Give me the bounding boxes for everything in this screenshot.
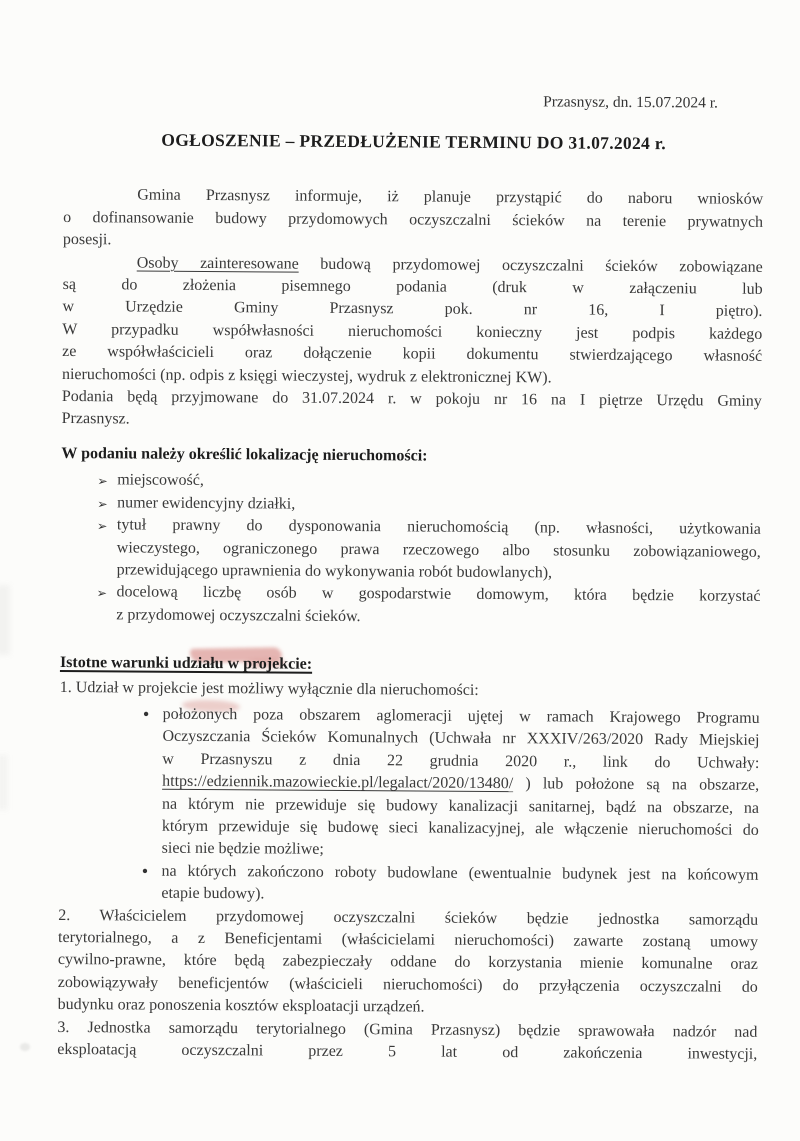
scan-edge-smudge (20, 1043, 30, 1051)
text-line: Podania będą przyjmowane do 31.07.2024 r. w pokoju nr 16 na I piętrze Urzędu Gminy (61, 388, 762, 410)
text-line: o dofinansowanie budowy przydomowych oczyszczalni ścieków na terenie prywatnych (63, 208, 764, 231)
scan-edge-smudge (0, 585, 10, 655)
text-line: 2. Właścicielem przydomowej oczyszczalni ścieków będzie jednostka samorządu (58, 906, 759, 929)
arrow-bullet-icon: ➢ (96, 518, 108, 534)
text-line: w Przasnyszu z dnia 22 grudnia 2020 r., link do Uchwały: (162, 750, 760, 772)
text-line: przewidującego uprawnienia do wykonywania robót budowlanych), (116, 561, 553, 582)
document-content (57, 88, 764, 1066)
text-line: 3. Jednostka samorządu terytorialnego (Gmina Przasnysz) będzie sprawowała nadzór nad (57, 1018, 758, 1041)
conditions-section (57, 652, 760, 1066)
text-line: w Urzędzie Gminy Przasnysz pok. nr 16, I piętro). (62, 298, 763, 321)
arrow-bullet-icon: ➢ (97, 495, 108, 512)
list-item (60, 581, 760, 631)
list-item (58, 860, 758, 910)
intro-section (62, 184, 764, 435)
arrow-bullet-icon: ➢ (97, 473, 108, 489)
text-line: budynku oraz ponoszenia kosztów eksploatacji urządzeń. (57, 996, 425, 1016)
text-line: 1. Udział w projekcie jest możliwy wyłącznie dla nieruchomości: (59, 678, 479, 699)
text-line: docelową liczbę osób w gospodarstwie domowym, która będzie korzystać (116, 583, 761, 606)
scan-edge-smudge (0, 755, 8, 810)
text-line: tytuł prawny do dysponowania nieruchomością (np. własności, użytkowania (116, 516, 761, 538)
text-line: Gmina Przasnysz informuje, iż planuje przystąpić do naboru wniosków (137, 186, 764, 209)
date-line: Przasnysz, dn. 15.07.2024 r. (543, 93, 718, 112)
location-section (60, 443, 761, 631)
text-span: budową przydomowej oczyszczalni ścieków zobowiązane (298, 255, 763, 276)
arrow-bullet-icon: ➢ (96, 585, 108, 601)
arrow-bullet-list (60, 469, 761, 631)
numbered-paragraph-3 (57, 1017, 757, 1067)
dot-bullet-list (58, 703, 759, 910)
section-heading: Istotne warunki udziału w projekcie: (59, 654, 313, 673)
text-line: sieci nie będzie możliwe; (161, 840, 324, 859)
url-text: https://edziennik.mazowieckie.pl/legalact/2020/13480/ (162, 772, 514, 793)
section-heading: W podaniu należy określić lokalizację nieruchomości: (61, 444, 428, 465)
text-line: nieruchomości (np. odpis z księgi wieczystej, wydruk z elektronicznej KW). (61, 365, 552, 387)
text-line: posesji. (62, 231, 112, 249)
list-item (59, 703, 760, 865)
text-line: na którym nie przewiduje się budowy kanalizacji sanitarnej, bądź na obszarze, na (161, 795, 760, 817)
text-line: Oczyszczania Ścieków Komunalnych (Uchwała nr XXXIV/263/2020 Rady Miejskiej (162, 728, 760, 750)
text-line: zobowiązywały beneficjentów (właścicieli nieruchomości) do przyłączenia oczyszczalni do (57, 973, 758, 996)
dot-bullet-icon: • (141, 705, 151, 724)
text-span: ) lub położone są na obszarze, (513, 775, 760, 795)
text-line: etapie budowy). (161, 884, 265, 903)
text-line: z przydomowej oczyszczalni ścieków. (116, 606, 361, 625)
text-line: ze współwłaścicieli oraz dołączenie kopii dokumentu stwierdzającego własność (62, 343, 763, 366)
text-line: wieczystego, ograniczonego prawa rzeczowego albo stosunku zobowiązaniowego, (116, 538, 761, 561)
numbered-paragraph-2 (58, 905, 759, 1022)
underlined-phrase: Osoby zainteresowane (136, 254, 299, 273)
text-line: numer ewidencyjny działki, (117, 494, 296, 513)
text-line: miejscowość, (117, 471, 204, 490)
text-line: na których zakończono roboty budowlane (ewentualnie budynek jest na końcowym (161, 862, 759, 884)
document-title: OGŁOSZENIE – PRZEDŁUŻENIE TERMINU DO 31.07.2024 r. (161, 130, 666, 154)
text-line: eksploatacją oczyszczalni przez 5 lat od zakończenia inwestycji, (57, 1041, 758, 1063)
text-line: cywilno-prawne, które będą zabezpieczały oddane do korzystania mienie komunalne oraz (57, 951, 758, 974)
text-line: są do złożenia pisemnego podania (druk w załączeniu lub (62, 276, 763, 298)
text-line: terytorialnego, a z Beneficjentami (właścicielami nieruchomości) zawarte zostaną umowy (58, 928, 759, 951)
text-line: którym przewiduje się budowę sieci kanalizacyjnej, ale włączenie nieruchomości do (161, 817, 759, 839)
list-item (61, 514, 761, 586)
dot-bullet-icon: • (140, 862, 150, 881)
text-line: W przypadku współwłasności nieruchomości konieczny jest podpis każdego (62, 320, 763, 343)
text-line: Przasnysz. (61, 410, 130, 428)
text-line: położonych poza obszarem aglomeracji ujętej w ramach Krajowego Programu (162, 705, 760, 727)
